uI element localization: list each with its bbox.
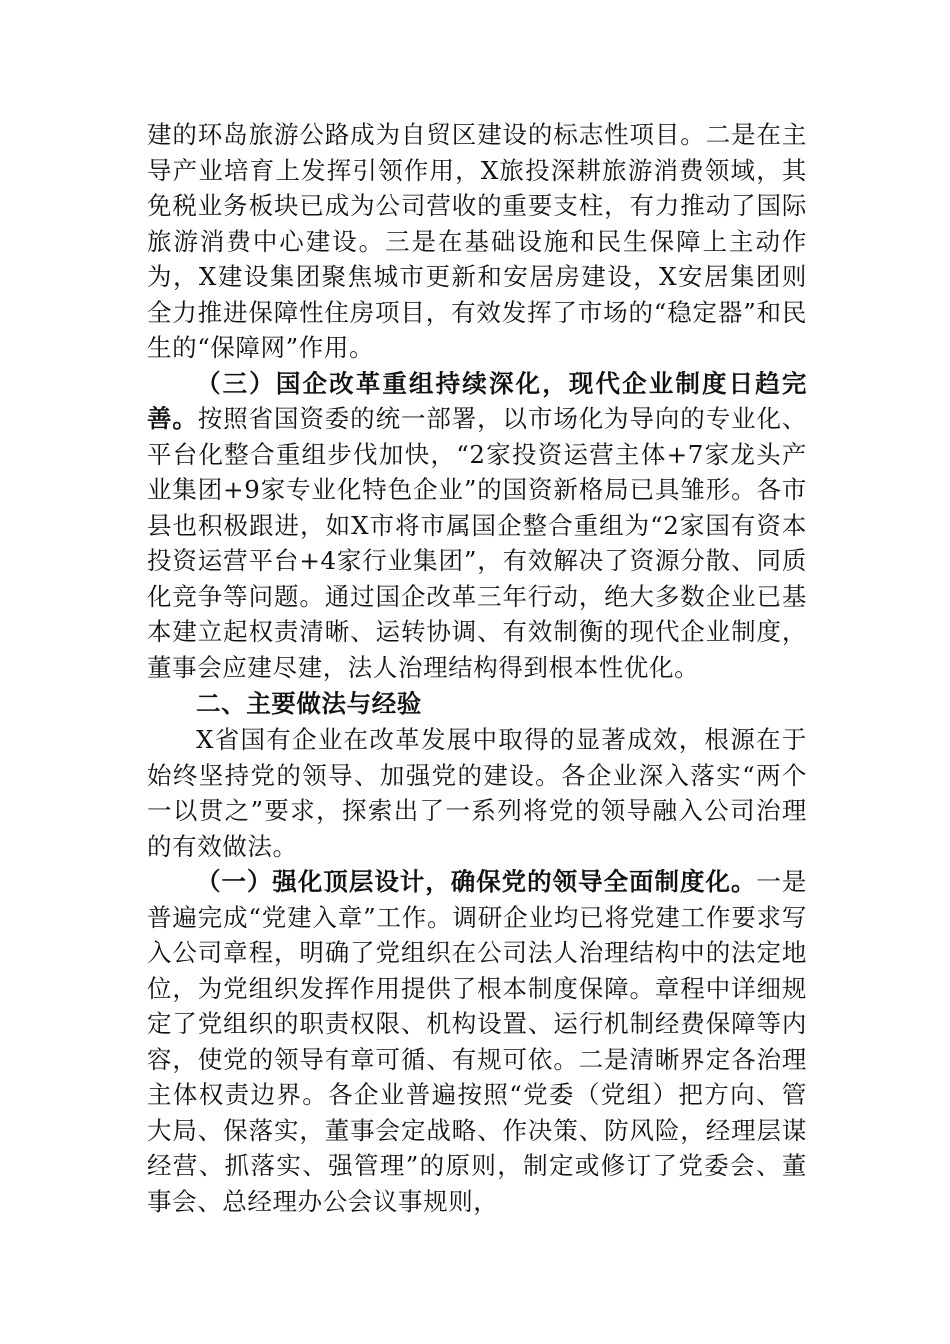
subheading-reform-restructuring: （三）国企改革重组持续深化，现代企业制度日趋完善。 [147,368,807,433]
paragraph-continuation: 建的环岛旅游公路成为自贸区建设的标志性项目。二是在主导产业培育上发挥引领作用，X旅投深耕旅游消费领域，其免税业务板块已成为公司营收的重要支柱，有力推动了国际旅游消费中心建设。三是在基础设施和民生保障上主动作为，X建设集团聚焦城市更新和安居房建设，X安居集团则全力推进保障性住房项目，有效发挥了市场的“稳定器”和民生的“保障网”作用。 [147,120,807,362]
paragraph-practices-intro: X省国有企业在改革发展中取得的显著成效，根源在于始终坚持党的领导、加强党的建设。各企业深入落实“两个一以贯之”要求，探索出了一系列将党的领导融入公司治理的有效做法。 [147,725,807,861]
document-body [147,117,807,1219]
section-heading-practices: 二、主要做法与经验 [196,689,422,718]
paragraph-top-level-body: 一是普遍完成“党建入章”工作。调研企业均已将党建工作要求写入公司章程，明确了党组织在公司法人治理结构中的法定地位，为党组织发挥作用提供了根本制度保障。章程中详细规定了党组织的职责权限、机构设置、运行机制经费保障等内容，使党的领导有章可循、有规可依。二是清晰界定各治理主体权责边界。各企业普遍按照“党委（党组）把方向、管大局、保落实，董事会定战略、作决策、防风险，经理层谋经营、抓落实、强管理”的原则，制定或修订了党委会、董事会、总经理办公会议事规则， [147,867,807,1216]
subheading-top-level-design: （一）强化顶层设计，确保党的领导全面制度化。 [196,867,757,896]
paragraph-top-level-design [147,864,807,1219]
paragraph-reform-body: 按照省国资委的统一部署，以市场化为导向的专业化、平台化整合重组步伐加快，“2家投资运营主体+7家龙头产业集团+9家专业化特色企业”的国资新格局已具雏形。各市县也积极跟进，如X市将市属国企整合重组为“2家国有资本投资运营平台+4家行业集团”，有效解决了资源分散、同质化竞争等问题。通过国企改革三年行动，绝大多数企业已基本建立起权责清晰、运转协调、有效制衡的现代企业制度，董事会应建尽建，法人治理结构得到根本性优化。 [147,404,807,682]
paragraph-reform-restructuring [147,366,807,686]
